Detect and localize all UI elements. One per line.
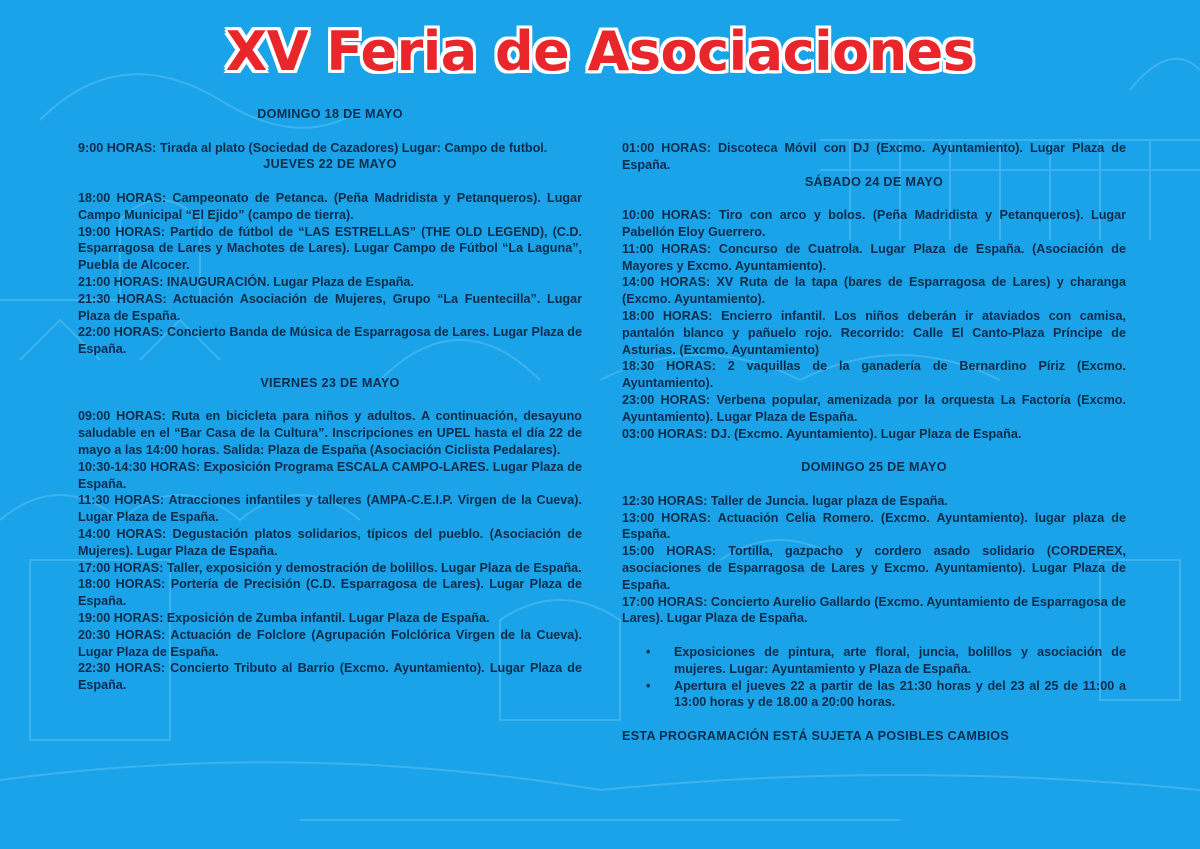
page-title: XV Feria de Asociaciones xyxy=(225,20,975,83)
day-heading: DOMINGO 18 DE MAYO xyxy=(257,107,403,121)
right-column xyxy=(622,140,1126,745)
event-entry: 23:00 HORAS: Verbena popular, amenizada por la orquesta La Factoría (Excmo. Ayuntamiento). Lugar Plaza de España. xyxy=(622,392,1126,424)
event-entry: 14:00 HORAS: XV Ruta de la tapa (bares de Esparragosa de Lares) y charanga (Excmo. Ayuntamiento). xyxy=(622,275,1126,307)
event-entry: 10:30-14:30 HORAS: Exposición Programa ESCALA CAMPO-LARES. Lugar Plaza de España. xyxy=(78,459,582,491)
changes-notice: ESTA PROGRAMACIÓN ESTÁ SUJETA A POSIBLES CAMBIOS xyxy=(622,728,1010,743)
day-heading: DOMINGO 25 DE MAYO xyxy=(801,460,947,475)
event-entry: 11:00 HORAS: Concurso de Cuatrola. Lugar Plaza de España. (Asociación de Mayores y Excmo. Ayuntamiento). xyxy=(622,241,1126,273)
event-entry: 9:00 HORAS: Tirada al plato (Sociedad de Cazadores) Lugar: Campo de futbol. xyxy=(78,140,548,155)
event-entry: 17:00 HORAS: Concierto Aurelio Gallardo (Excmo. Ayuntamiento de Esparragosa de Lares). Lugar Plaza de España. xyxy=(622,594,1126,626)
event-entry: 18:00 HORAS: Encierro infantil. Los niños deberán ir ataviados con camisa, pantalón blanco y pañuelo rojo. Recorrido: Calle El Canto-Plaza Príncipe de Asturias. (Excmo. Ayuntamiento) xyxy=(622,308,1126,357)
notes-list xyxy=(642,644,1126,711)
event-entry: 03:00 HORAS: DJ. (Excmo. Ayuntamiento). Lugar Plaza de España. xyxy=(622,426,1022,441)
day-heading: VIERNES 23 DE MAYO xyxy=(260,375,400,390)
event-entry: 09:00 HORAS: Ruta en bicicleta para niños y adultos. A continuación, desayuno saludable en el “Bar Casa de la Cultura”. Inscripciones en UPEL hasta el día 22 de mayo a las 14:00 horas. Salida: Plaza de España (Asociación Ciclista Pedalares). xyxy=(78,409,582,457)
event-entry: 19:00 HORAS: Exposición de Zumba infantil. Lugar Plaza de España. xyxy=(78,610,490,625)
event-entry: 14:00 HORAS: Degustación platos solidarios, típicos del pueblo. (Asociación de Mujeres). Lugar Plaza de España. xyxy=(78,526,582,558)
day-heading: JUEVES 22 DE MAYO xyxy=(263,157,397,172)
event-entry: 18:00 HORAS: Campeonato de Petanca. (Peña Madridista y Petanqueros). Lugar Campo Municipal “El Ejido” (campo de tierra). xyxy=(78,190,582,222)
event-entry: 21:30 HORAS: Actuación Asociación de Mujeres, Grupo “La Fuentecilla”. Lugar Plaza de España. xyxy=(78,291,582,323)
day-heading: SÁBADO 24 DE MAYO xyxy=(804,174,944,189)
event-entry: 12:30 HORAS: Taller de Juncia. lugar plaza de España. xyxy=(622,493,948,508)
event-entry: 21:00 HORAS: INAUGURACIÓN. Lugar Plaza de España. xyxy=(78,274,414,289)
event-entry: 13:00 HORAS: Actuación Celia Romero. (Excmo. Ayuntamiento). lugar plaza de España. xyxy=(622,510,1126,542)
event-entry: 17:00 HORAS: Taller, exposición y demostración de bolillos. Lugar Plaza de España. xyxy=(78,560,582,575)
event-entry: 22:00 HORAS: Concierto Banda de Música de Esparragosa de Lares. Lugar Plaza de España. xyxy=(78,325,582,357)
event-entry: 15:00 HORAS: Tortilla, gazpacho y cordero asado solidario (CORDEREX, asociaciones de Esparragosa de Lares y Excmo. Ayuntamiento). Lugar Plaza de España. xyxy=(622,544,1126,592)
event-entry: 18:30 HORAS: 2 vaquillas de la ganadería de Bernardino Píriz (Excmo. Ayuntamiento). xyxy=(622,359,1126,391)
event-entry: 20:30 HORAS: Actuación de Folclore (Agrupación Folclórica Virgen de la Cueva). Lugar Plaza de España. xyxy=(78,627,582,659)
event-entry: 10:00 HORAS: Tiro con arco y bolos. (Peña Madridista y Petanqueros). Lugar Pabellón Eloy Guerrero. xyxy=(622,208,1126,239)
left-column xyxy=(78,106,582,694)
note-item: • Exposiciones de pintura, arte floral, juncia, bolillos y asociación de mujeres. Lugar: Ayuntamiento y Plaza de España. xyxy=(642,644,1126,678)
event-entry: 19:00 HORAS: Partido de fútbol de “LAS ESTRELLAS” (THE OLD LEGEND), (C.D. Esparragosa de Lares y Machotes de Lares). Lugar Campo de Fútbol “La Laguna”, Puebla de Alcocer. xyxy=(78,224,582,273)
event-entry: 18:00 HORAS: Portería de Precisión (C.D. Esparragosa de Lares). Lugar Plaza de España. xyxy=(78,577,582,609)
event-entry: 11:30 HORAS: Atracciones infantiles y talleres (AMPA-C.E.I.P. Virgen de la Cueva). Lugar Plaza de España. xyxy=(78,493,582,525)
event-entry: 22:30 HORAS: Concierto Tributo al Barrio (Excmo. Ayuntamiento). Lugar Plaza de España. xyxy=(78,661,582,693)
event-entry: 01:00 HORAS: Discoteca Móvil con DJ (Excmo. Ayuntamiento). Lugar Plaza de España. xyxy=(622,141,1126,172)
note-item: • Apertura el jueves 22 a partir de las 21:30 horas y del 23 al 25 de 11:00 a 13:00 horas y de 18.00 a 20:00 horas. xyxy=(642,678,1126,712)
